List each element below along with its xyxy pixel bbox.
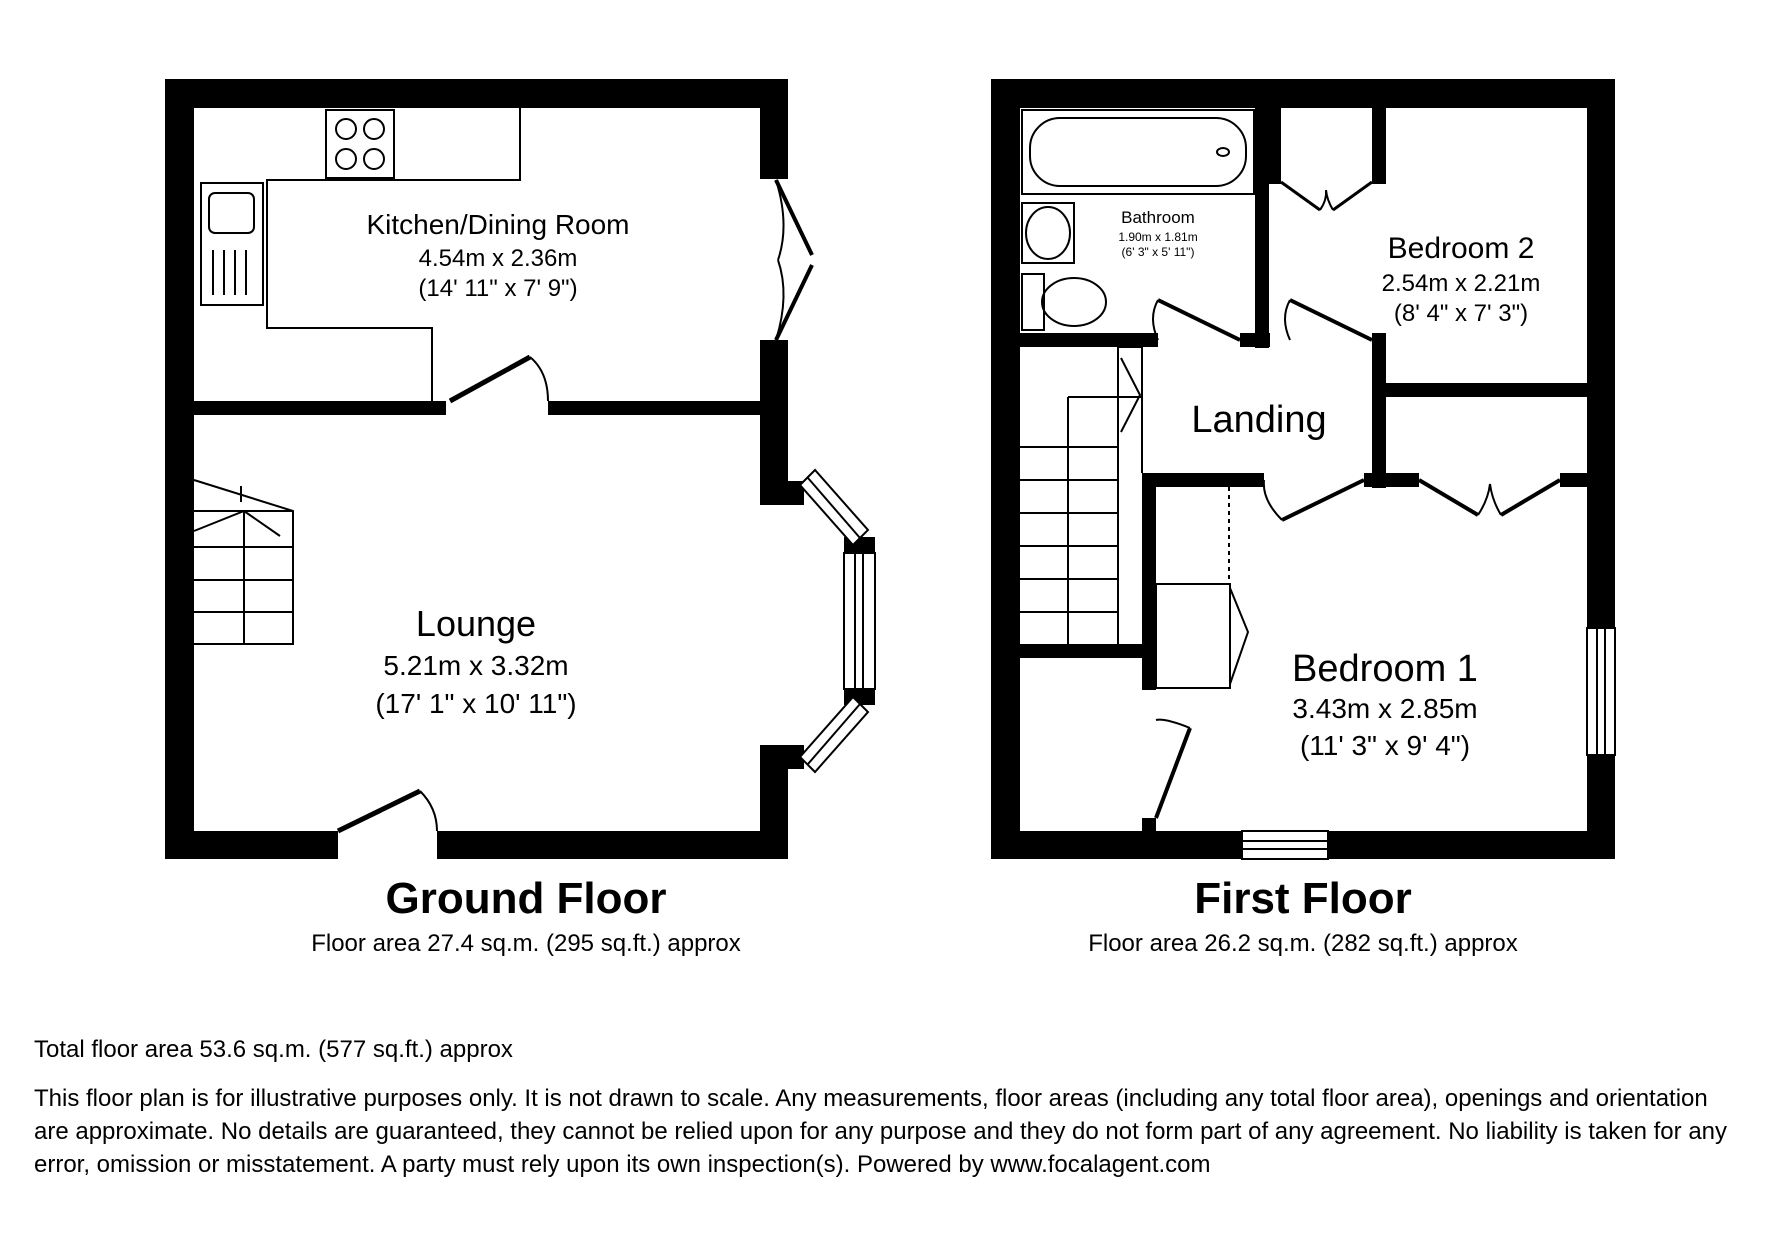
- bedroom1-metric: 3.43m x 2.85m: [1292, 693, 1478, 724]
- ground-floor-area: Floor area 27.4 sq.m. (295 sq.ft.) approx: [311, 930, 741, 957]
- ground-floor-walls: [165, 79, 875, 859]
- first-floor-staircase: [1020, 347, 1142, 644]
- bay-window: [800, 470, 875, 772]
- ground-floor-plan: [165, 79, 875, 859]
- bedroom1-imperial: (11' 3" x 9' 4"): [1299, 730, 1471, 761]
- bedroom1-name: Bedroom 1: [1292, 648, 1478, 690]
- bedroom2-metric: 2.54m x 2.21m: [1381, 270, 1541, 297]
- bathroom-name: Bathroom: [1121, 208, 1195, 227]
- bedroom2-name: Bedroom 2: [1387, 232, 1535, 265]
- ground-floor-staircase: [194, 480, 293, 644]
- kitchen-imperial: (14' 11" x 7' 9"): [418, 275, 578, 302]
- bedroom1-wardrobe: [1156, 487, 1248, 688]
- bathroom-imperial: (6' 3" x 5' 11"): [1121, 245, 1195, 259]
- disclaimer-text: This floor plan is for illustrative purposes only. It is not drawn to scale. Any measurements, floor areas (including any total floor area), openings and orientation are approximate. No details are guaranteed, they cannot be relied upon for any purpose and they do not form part of any agreement. No liability is taken for any error, omission or misstatement. A party must rely upon its own inspection(s). Powered by www.focalagent.com: [34, 1085, 1728, 1178]
- ground-floor-title: Ground Floor: [385, 874, 667, 923]
- landing-name: Landing: [1191, 399, 1327, 441]
- total-floor-area: Total floor area 53.6 sq.m. (577 sq.ft.) approx: [34, 1036, 513, 1063]
- first-floor-area: Floor area 26.2 sq.m. (282 sq.ft.) approx: [1088, 930, 1518, 957]
- bathroom-metric: 1.90m x 1.81m: [1118, 230, 1198, 244]
- lounge-name: Lounge: [415, 603, 537, 644]
- lounge-imperial: (17' 1" x 10' 11"): [375, 688, 577, 719]
- first-floor-title: First Floor: [1194, 874, 1412, 923]
- bedroom2-imperial: (8' 4" x 7' 3"): [1393, 300, 1529, 327]
- kitchen-metric: 4.54m x 2.36m: [418, 245, 578, 272]
- lounge-metric: 5.21m x 3.32m: [383, 650, 569, 681]
- kitchen-name: Kitchen/Dining Room: [366, 209, 630, 240]
